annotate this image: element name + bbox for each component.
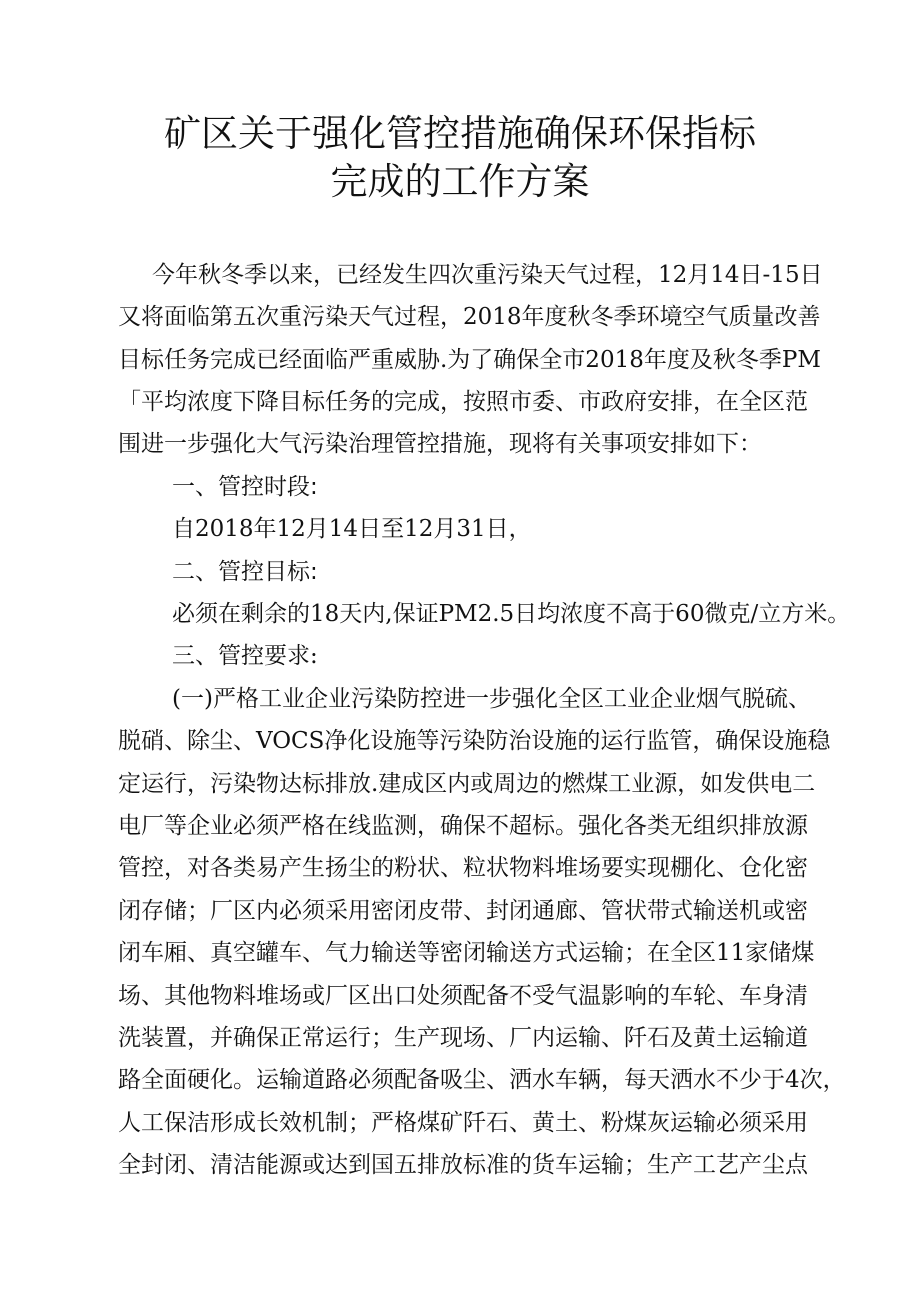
requirements-line: 人工保洁形成长效机制；严格煤矿阡石、黄土、粉煤灰运输必须采用 bbox=[118, 1110, 808, 1136]
requirements-line: 路全面硬化。运输道路必须配备吸尘、洒水车辆，每天洒水不少于4次， bbox=[118, 1067, 846, 1093]
requirements-line: 闭车厢、真空罐车、气力输送等密闭输送方式运输；在全区11家储煤 bbox=[118, 940, 815, 966]
intro-line: 今年秋冬季以来，已经发生四次重污染天气过程，12月14日-15日 bbox=[152, 262, 823, 288]
requirements-line: 全封闭、清洁能源或达到国五排放标准的货车运输；生产工艺产尘点 bbox=[118, 1152, 808, 1178]
section-heading-requirements: 三、管控要求: bbox=[172, 643, 318, 669]
section-text-period: 自2018年12月14日至12月31日， bbox=[172, 516, 532, 542]
requirements-line: 场、其他物料堆场或厂区出口处须配备不受气温影响的车轮、车身清 bbox=[118, 983, 808, 1009]
intro-line: 目标任务完成已经面临严重威胁.为了确保全市2018年度及秋冬季PM bbox=[118, 347, 821, 373]
requirements-line: (一)严格工业企业污染防控进一步强化全区工业企业烟气脱硫、 bbox=[172, 686, 811, 712]
document-title-line-2: 完成的工作方案 bbox=[330, 160, 590, 203]
section-heading-target: 二、管控目标: bbox=[172, 559, 318, 585]
requirements-line: 闭存储；厂区内必须采用密闭皮带、封闭通廊、管状带式输送机或密 bbox=[118, 898, 808, 924]
document-title-line-1: 矿区关于强化管控措施确保环保指标 bbox=[164, 112, 756, 155]
intro-line: 又将面临第五次重污染天气过程，2018年度秋冬季环境空气质量改善 bbox=[118, 304, 821, 330]
intro-line: 「平均浓度下降目标任务的完成，按照市委、市政府安排，在全区范 bbox=[118, 389, 808, 415]
section-heading-period: 一、管控时段: bbox=[172, 474, 318, 500]
requirements-line: 洗装置，并确保正常运行；生产现场、厂内运输、阡石及黄土运输道 bbox=[118, 1025, 808, 1051]
requirements-line: 管控，对各类易产生扬尘的粉状、粒状物料堆场要实现棚化、仓化密 bbox=[118, 855, 808, 881]
requirements-line: 电厂等企业必须严格在线监测，确保不超标。强化各类无组织排放源 bbox=[118, 813, 808, 839]
intro-line: 围进一步强化大气污染治理管控措施，现将有关事项安排如下： bbox=[118, 431, 762, 457]
requirements-line: 脱硝、除尘、VOCS净化设施等污染防治设施的运行监管，确保设施稳 bbox=[118, 728, 831, 754]
section-text-target: 必须在剩余的18天内,保证PM2.5日均浓度不高于60微克/立方米。 bbox=[172, 601, 851, 627]
requirements-line: 定运行，污染物达标排放.建成区内或周边的燃煤工业源，如发供电二 bbox=[118, 771, 816, 797]
